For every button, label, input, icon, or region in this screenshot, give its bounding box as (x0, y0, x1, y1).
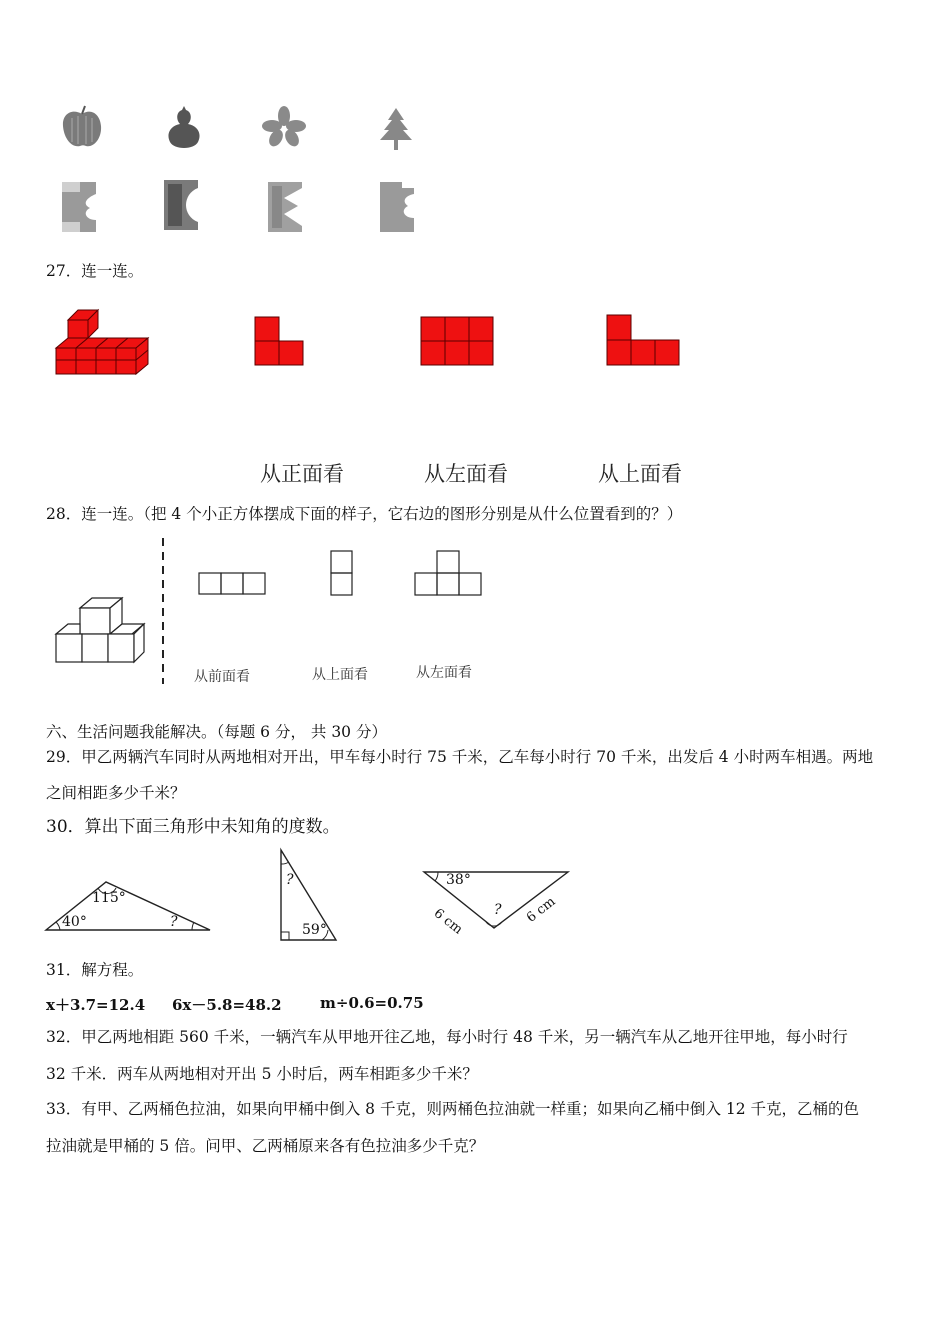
view-t-shape (414, 550, 482, 596)
question-32-line-2: 32 千米．两车从两地相对开出 5 小时后，两车相距多少千米？ (46, 1065, 478, 1083)
cutout-panel-2 (164, 180, 198, 230)
question-27: 27．连一连。 (46, 262, 144, 280)
cube-stack-figure (54, 596, 148, 664)
triangle-1-angle-left: 40° (62, 914, 87, 930)
equation-2: 6x－5.8=48.2 (172, 996, 282, 1014)
red-view-3x2-grid (420, 316, 494, 366)
question-32-line-1: 32．甲乙两地相距 560 千米，一辆汽车从甲地开往乙地，每小时行 48 千米，另一辆汽车从乙地开往甲地，每小时行 (46, 1028, 848, 1046)
section-6-heading: 六、生活问题我能解决。（每题 6 分， 共 30 分） (46, 723, 387, 741)
view-three-in-row (198, 572, 266, 596)
cutout-panel-4 (380, 182, 414, 232)
triangle-2-angle-top: ? (286, 872, 294, 888)
label-from-left: 从左面看 (416, 665, 472, 681)
cutout-panel-1 (62, 182, 96, 232)
red-cube-3d-solid (54, 302, 150, 376)
dashed-divider (160, 538, 166, 684)
triangle-2-angle-bottom: 59° (302, 922, 327, 938)
equation-3: m÷0.6=0.75 (320, 994, 424, 1012)
triangle-1-angle-right: ? (170, 914, 178, 930)
question-29-line-2: 之间相距多少千米？ (46, 784, 186, 802)
question-31: 31．解方程。 (46, 961, 144, 979)
question-29-line-1: 29．甲乙两辆汽车同时从两地相对开出，甲车每小时行 75 千米，乙车每小时行 70 千米，出发后 4 小时两车相遇。两地 (46, 748, 874, 766)
triangle-3-angle-top: 38° (446, 872, 471, 888)
label-top-view: 从上面看 (598, 462, 682, 486)
label-left-view: 从左面看 (424, 462, 508, 486)
question-28: 28．连一连。（把 4 个小正方体摆成下面的样子，它右边的图形分别是从什么位置看到的？） (46, 505, 683, 523)
question-33-line-1: 33．有甲、乙两桶色拉油，如果向甲桶中倒入 8 千克，则两桶色拉油就一样重；如果向乙桶中倒入 12 千克，乙桶的色 (46, 1100, 860, 1118)
red-view-l-long (606, 314, 680, 366)
triangle-3-side-left: 6 cm (430, 906, 466, 938)
gourd-icon (164, 104, 204, 150)
red-view-l-shape (254, 316, 304, 366)
cutout-panel-3 (268, 182, 302, 232)
equation-1: x＋3.7=12.4 (46, 996, 146, 1014)
label-from-front: 从前面看 (194, 669, 250, 685)
label-front-view: 从正面看 (260, 462, 344, 486)
question-30: 30．算出下面三角形中未知角的度数。 (46, 817, 340, 837)
flower-icon (262, 106, 306, 148)
view-two-stacked (330, 550, 354, 596)
triangle-1-angle-top: 115° (92, 890, 126, 906)
triangle-3-angle-bottom: ? (494, 902, 502, 918)
tree-icon (376, 106, 416, 150)
apple-icon (58, 106, 106, 150)
question-33-line-2: 拉油就是甲桶的 5 倍。问甲、乙两桶原来各有色拉油多少千克？ (46, 1137, 485, 1155)
label-from-top: 从上面看 (312, 667, 368, 683)
triangle-3-side-right: 6 cm (524, 894, 559, 926)
